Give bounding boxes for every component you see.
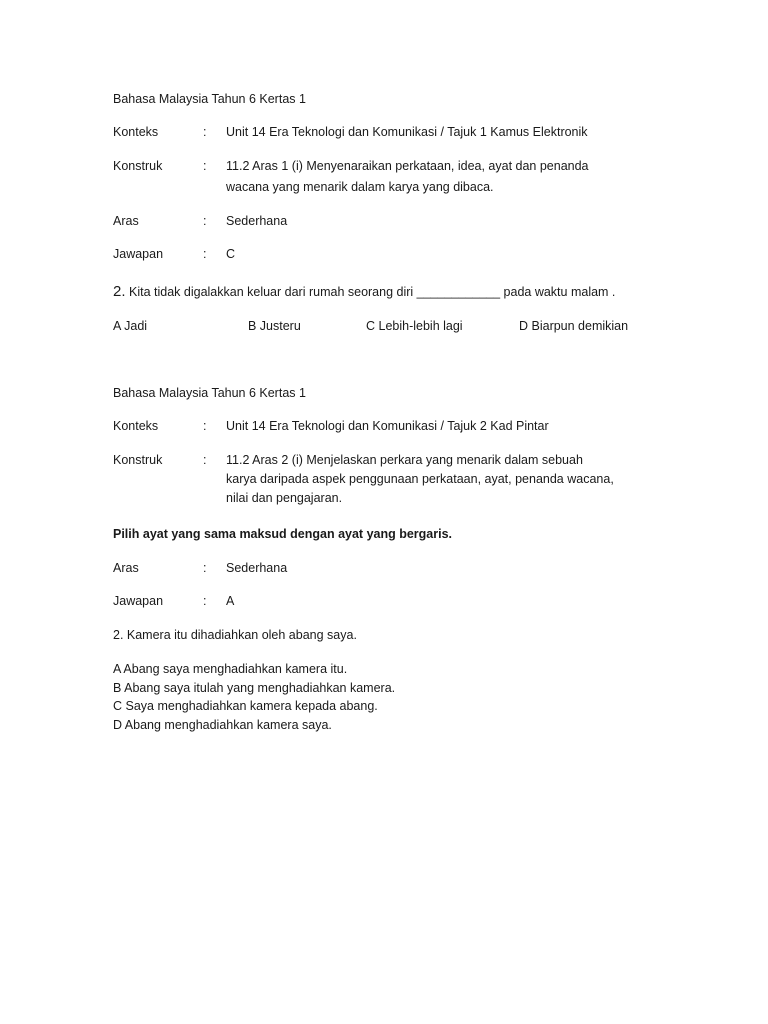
konstruk-line-2: karya daripada aspek penggunaan perkataan, ayat, penanda wacana, bbox=[226, 472, 614, 486]
aras-value: Sederhana bbox=[226, 214, 288, 228]
option-b: B Abang saya itulah yang menghadiahkan kamera. bbox=[113, 681, 396, 695]
section1-heading: Bahasa Malaysia Tahun 6 Kertas 1 bbox=[113, 92, 306, 106]
option-a: A Jadi bbox=[113, 319, 148, 333]
aras-label: Aras bbox=[113, 561, 139, 575]
jawapan-value: C bbox=[226, 247, 236, 261]
question-text: Kita tidak digalakkan keluar dari rumah seorang diri ____________ pada waktu malam . bbox=[129, 285, 616, 299]
section2-question: 2. Kamera itu dihadiahkan oleh abang saya. bbox=[113, 628, 357, 642]
option-d: D Abang menghadiahkan kamera saya. bbox=[113, 718, 332, 732]
konstruk-line-3: nilai dan pengajaran. bbox=[226, 491, 343, 505]
option-c: C Saya menghadiahkan kamera kepada abang. bbox=[113, 699, 378, 713]
konteks-colon: : bbox=[203, 419, 207, 433]
aras-label: Aras bbox=[113, 214, 139, 228]
konteks-label: Konteks bbox=[113, 419, 159, 433]
jawapan-value: A bbox=[226, 594, 235, 608]
jawapan-colon: : bbox=[203, 594, 207, 608]
konstruk-line-1: 11.2 Aras 2 (i) Menjelaskan perkara yang menarik dalam sebuah bbox=[226, 453, 583, 467]
question-number: 2. bbox=[113, 283, 126, 300]
option-a: A Abang saya menghadiahkan kamera itu. bbox=[113, 662, 348, 676]
konstruk-colon: : bbox=[203, 159, 207, 173]
konteks-value: Unit 14 Era Teknologi dan Komunikasi / Tajuk 2 Kad Pintar bbox=[226, 419, 549, 433]
option-c: C Lebih-lebih lagi bbox=[366, 319, 463, 333]
jawapan-label: Jawapan bbox=[113, 594, 164, 608]
konteks-value: Unit 14 Era Teknologi dan Komunikasi / Tajuk 1 Kamus Elektronik bbox=[226, 125, 588, 139]
aras-colon: : bbox=[203, 561, 207, 575]
konstruk-colon: : bbox=[203, 453, 207, 467]
section2-instruction: Pilih ayat yang sama maksud dengan ayat yang bergaris. bbox=[113, 527, 453, 541]
jawapan-colon: : bbox=[203, 247, 207, 261]
aras-value: Sederhana bbox=[226, 561, 288, 575]
option-b: B Justeru bbox=[248, 319, 301, 333]
konteks-label: Konteks bbox=[113, 125, 159, 139]
option-d: D Biarpun demikian bbox=[519, 319, 629, 333]
konstruk-label: Konstruk bbox=[113, 453, 163, 467]
section2-heading: Bahasa Malaysia Tahun 6 Kertas 1 bbox=[113, 386, 306, 400]
konteks-colon: : bbox=[203, 125, 207, 139]
aras-colon: : bbox=[203, 214, 207, 228]
jawapan-label: Jawapan bbox=[113, 247, 164, 261]
konstruk-line-1: 11.2 Aras 1 (i) Menyenaraikan perkataan, idea, ayat dan penanda bbox=[226, 159, 589, 173]
konstruk-label: Konstruk bbox=[113, 159, 163, 173]
konstruk-line-2: wacana yang menarik dalam karya yang dibaca. bbox=[226, 180, 494, 194]
section1-question bbox=[113, 283, 615, 300]
